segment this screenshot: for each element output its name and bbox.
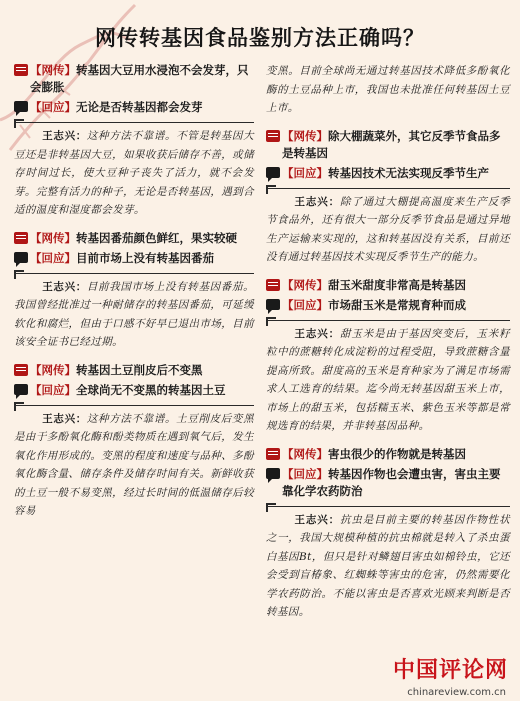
qa-section — [14, 362, 254, 521]
right-column — [266, 62, 510, 632]
response-row — [14, 382, 254, 399]
rumor-text: 害虫很少的作物就是转基因 — [328, 446, 466, 461]
divider — [266, 506, 510, 507]
divider — [266, 320, 510, 321]
response-text: 转基因技术无法实现反季节生产 — [328, 165, 489, 180]
rumor-tag: 【网传】 — [282, 446, 328, 461]
rumor-tag: 【网传】 — [282, 277, 328, 292]
response-text: 市场甜玉米是常规育种而成 — [328, 297, 466, 312]
speaker-name: 王志兴： — [294, 195, 340, 208]
speech-bubble-icon — [14, 101, 28, 112]
rumor-row — [14, 230, 254, 247]
speech-bubble-icon — [14, 252, 28, 263]
speech-bubble-icon — [266, 468, 280, 479]
qa-section — [266, 128, 510, 267]
divider — [14, 405, 254, 406]
response-text: 目前市场上没有转基因番茄 — [76, 250, 214, 265]
expert-explanation: 王志兴：目前我国市场上没有转基因番茄。我国曾经批准过一种耐储存的转基因番茄，可延缓软化和腐烂，但由于口感不好早已退出市场，目前该安全证书已经过期。 — [14, 280, 254, 348]
expert-explanation: 王志兴：抗虫是目前主要的转基因作物性状之一，我国大规模种植的抗虫棉就是转入了杀虫蛋白基因Bt，但只是针对鳞翅目害虫如棉铃虫，它还会受到盲椿象、红蜘蛛等害虫的危害，仍然需要化学农药防治。不能以害虫是否喜欢光顾来判断是否转基因。 — [266, 513, 511, 618]
rumor-text: 甜玉米甜度非常高是转基因 — [328, 277, 466, 292]
speaker-name: 王志兴： — [42, 130, 87, 142]
response-row — [266, 165, 510, 182]
qa-section — [14, 62, 254, 220]
response-text: 转基因作物也会遭虫害，害虫主要靠化学农药防治 — [282, 466, 501, 498]
response-tag: 【回应】 — [30, 382, 76, 397]
response-tag: 【回应】 — [30, 100, 76, 114]
response-text: 全球尚无不变黑的转基因土豆 — [76, 382, 226, 397]
speaker-name: 王志兴： — [42, 412, 87, 425]
rumor-row — [14, 62, 254, 96]
response-text: 无论是否转基因都会发芽 — [76, 100, 203, 114]
divider — [14, 273, 254, 274]
response-row — [14, 99, 254, 116]
response-row — [14, 250, 254, 267]
expert-explanation: 王志兴：这种方法不靠谱。土豆削皮后变黑是由于多酚氧化酶和酚类物质在遇到氧气后，发生氧化作用形成的。变黑的程度和速度与品种、多酚氧化酶含量、储存条件及储存时间有关。新鲜收获的土豆一般不易变黑，经过长时间的低温储存后较容易 — [14, 412, 254, 517]
expert-explanation: 王志兴：甜玉米是由于基因突变后，玉米籽粒中的蔗糖转化成淀粉的过程受阻，导致蔗糖含量提高所致。甜度高的玉米是育种家为了满足市场需求人工选育的结果。迄今尚无转基因甜玉米上市，市场上的甜玉米，包括糯玉米、紫色玉米等都是常规选育的结果，并非转基因品种。 — [266, 327, 511, 432]
keyboard-icon — [266, 130, 280, 142]
rumor-tag: 【网传】 — [30, 63, 76, 77]
expert-explanation: 王志兴：这种方法不靠谱。不管是转基因大豆还是非转基因大豆，如果收获后储存不善，或储存时间过长，使大豆种子丧失了活力，就不会发芽。完整有活力的种子，无论是否转基因，遇到合适的温度和湿度都会发芽。 — [14, 130, 254, 216]
continued-text: 变黑。目前全球尚无通过转基因技术降低多酚氧化酶的土豆品种上市，我国也未批准任何转基因土豆上市。 — [266, 65, 510, 114]
rumor-row — [266, 446, 510, 463]
keyboard-icon — [14, 364, 28, 376]
response-tag: 【回应】 — [282, 165, 328, 180]
response-tag: 【回应】 — [30, 250, 76, 265]
rumor-tag: 【网传】 — [30, 230, 76, 245]
qa-section — [266, 277, 510, 436]
rumor-row — [14, 362, 254, 379]
rumor-text: 除大棚蔬菜外，其它反季节食品多是转基因 — [282, 128, 501, 160]
keyboard-icon — [266, 448, 280, 460]
response-row — [266, 466, 510, 500]
speech-bubble-icon — [266, 299, 280, 310]
site-logo: 中国评论网 — [392, 658, 508, 683]
response-tag: 【回应】 — [282, 297, 328, 312]
rumor-text: 转基因番茄颜色鲜红，果实较硬 — [76, 230, 237, 245]
rumor-row — [266, 277, 510, 294]
rumor-row — [266, 128, 510, 162]
rumor-tag: 【网传】 — [282, 128, 328, 143]
keyboard-icon — [266, 279, 280, 291]
rumor-text: 转基因土豆削皮后不变黑 — [76, 362, 203, 377]
rumor-text: 转基因大豆用水浸泡不会发芽，只会膨胀 — [30, 63, 249, 94]
site-url: chinareview.com.cn — [407, 687, 506, 698]
response-tag: 【回应】 — [282, 466, 328, 481]
qa-section — [14, 230, 254, 352]
keyboard-icon — [14, 232, 28, 244]
expert-explanation: 王志兴：除了通过大棚提高温度来生产反季节食品外，还有很大一部分反季节食品是通过异地生产运输来实现的，这和转基因没有关系，目前还没有通过转基因技术实现反季节生产的能力。 — [266, 195, 511, 263]
response-row — [266, 297, 510, 314]
page-title: 网传转基因食品鉴别方法正确吗？ — [95, 26, 425, 50]
divider — [266, 188, 510, 189]
speaker-name: 王志兴： — [294, 327, 340, 340]
speaker-name: 王志兴： — [42, 280, 87, 293]
qa-section — [266, 446, 510, 622]
keyboard-icon — [14, 64, 28, 76]
divider — [14, 122, 254, 123]
speech-bubble-icon — [266, 167, 280, 178]
left-column — [14, 62, 254, 531]
rumor-tag: 【网传】 — [30, 362, 76, 377]
speaker-name: 王志兴： — [294, 513, 340, 526]
speech-bubble-icon — [14, 384, 28, 395]
